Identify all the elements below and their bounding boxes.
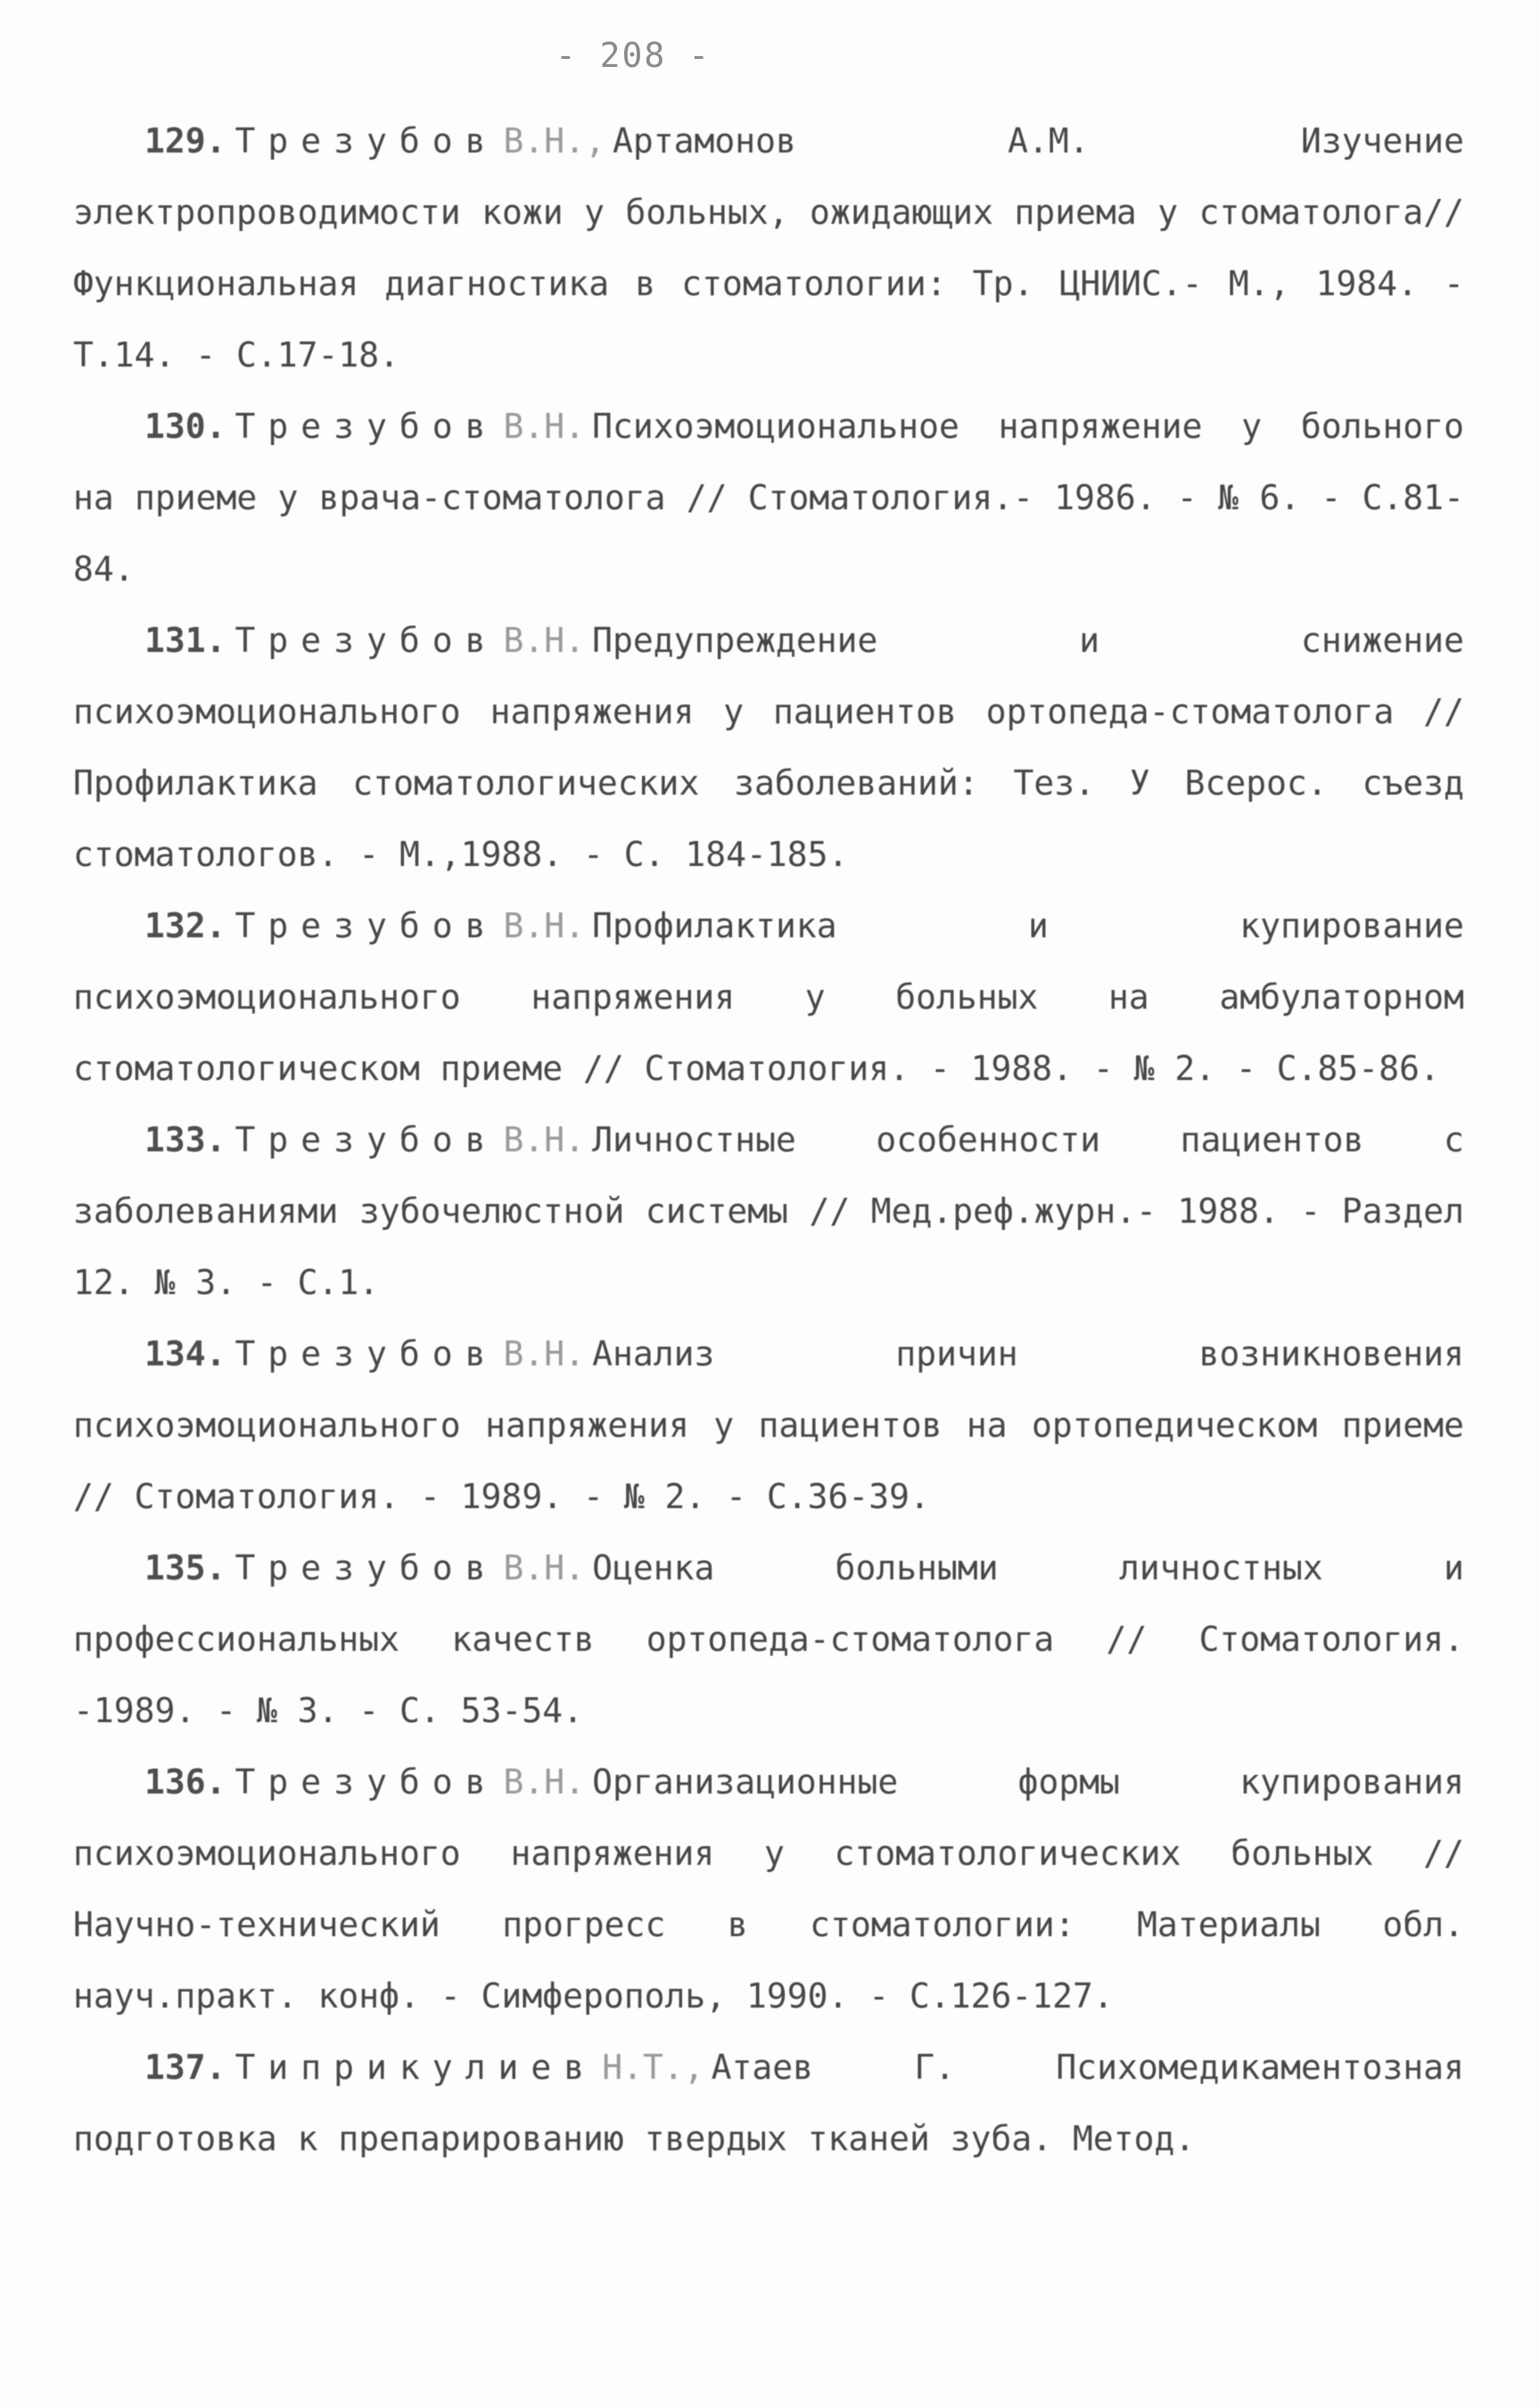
reference-entry <box>73 890 1464 1104</box>
reference-number: 134. <box>144 1334 226 1373</box>
reference-number: 132. <box>144 906 226 945</box>
reference-number: 129. <box>144 121 226 161</box>
page-number: - 208 - <box>555 36 712 75</box>
reference-number: 130. <box>144 407 226 446</box>
reference-initials: В.Н. <box>503 407 586 446</box>
reference-text: Предупреждение и снижение психоэмоционального напряжения у пациентов ортопеда-стоматолога // Профилактика стоматологических заболеваний: Тез. У Всерос. съезд стоматологов. - М.,1988. - С. 184-185. <box>73 621 1464 874</box>
reference-author: Трезубов <box>235 1548 498 1587</box>
reference-initials: В.Н. <box>503 1120 586 1159</box>
reference-number: 131. <box>144 621 226 660</box>
reference-text: Психоэмоциональное напряжение у больного на приеме у врача-стоматолога // Стоматология.- 1986. - № 6. - С.81-84. <box>73 407 1464 589</box>
reference-author: Трезубов <box>235 621 498 660</box>
reference-number: 135. <box>144 1548 226 1587</box>
reference-entry <box>73 1104 1464 1318</box>
reference-author: Трезубов <box>235 906 498 945</box>
reference-entry <box>73 391 1464 605</box>
reference-author: Трезубов <box>235 1120 498 1159</box>
reference-number: 133. <box>144 1120 226 1159</box>
reference-initials: В.Н. <box>503 1762 586 1802</box>
reference-initials: В.Н. <box>503 1334 586 1373</box>
reference-entry <box>73 1746 1464 2032</box>
reference-entry <box>73 2032 1464 2174</box>
reference-text: Атаев Г. Психомедикаментозная подготовка к препарированию твердых тканей зуба. Метод. <box>73 2048 1464 2158</box>
reference-text: Артамонов А.М. Изучение электропроводимости кожи у больных, ожидающих приема у стоматолога// Функциональная диагностика в стоматологии: Тр. ЦНИИС.- М., 1984. - Т.14. - С.17-18. <box>73 121 1464 375</box>
reference-text: Профилактика и купирование психоэмоционального напряжения у больных на амбулаторном стоматологическом приеме // Стоматология. - 1988. - № 2. - С.85-86. <box>73 906 1464 1088</box>
reference-author: Типрикулиев <box>235 2048 597 2087</box>
reference-initials: В.Н. <box>503 906 586 945</box>
reference-list <box>73 105 1464 2174</box>
reference-text: Личностные особенности пациентов с заболеваниями зубочелюстной системы // Мед.реф.журн.- 1988. - Раздел 12. № 3. - С.1. <box>73 1120 1464 1302</box>
reference-author: Трезубов <box>235 407 498 446</box>
reference-text: Организационные формы купирования психоэмоционального напряжения у стоматологических больных // Научно-технический прогресс в стоматологии: Материалы обл. науч.практ. конф. - Симферополь, 1990. - С.126-127. <box>73 1762 1464 2016</box>
reference-author: Трезубов <box>235 1334 498 1373</box>
reference-entry <box>73 605 1464 890</box>
reference-entry <box>73 1532 1464 1746</box>
reference-number: 137. <box>144 2048 226 2087</box>
reference-number: 136. <box>144 1762 226 1802</box>
reference-initials: Н.Т., <box>602 2048 704 2087</box>
reference-text: Оценка больными личностных и профессиональных качеств ортопеда-стоматолога // Стоматология. -1989. - № 3. - С. 53-54. <box>73 1548 1464 1730</box>
reference-text: Анализ причин возникновения психоэмоционального напряжения у пациентов на ортопедическом приеме // Стоматология. - 1989. - № 2. - С.36-39. <box>73 1334 1464 1516</box>
reference-initials: В.Н., <box>503 121 605 161</box>
reference-initials: В.Н. <box>503 1548 586 1587</box>
reference-entry <box>73 105 1464 391</box>
reference-entry <box>73 1318 1464 1532</box>
reference-author: Трезубов <box>235 1762 498 1802</box>
reference-author: Трезубов <box>235 121 498 161</box>
reference-initials: В.Н. <box>503 621 586 660</box>
